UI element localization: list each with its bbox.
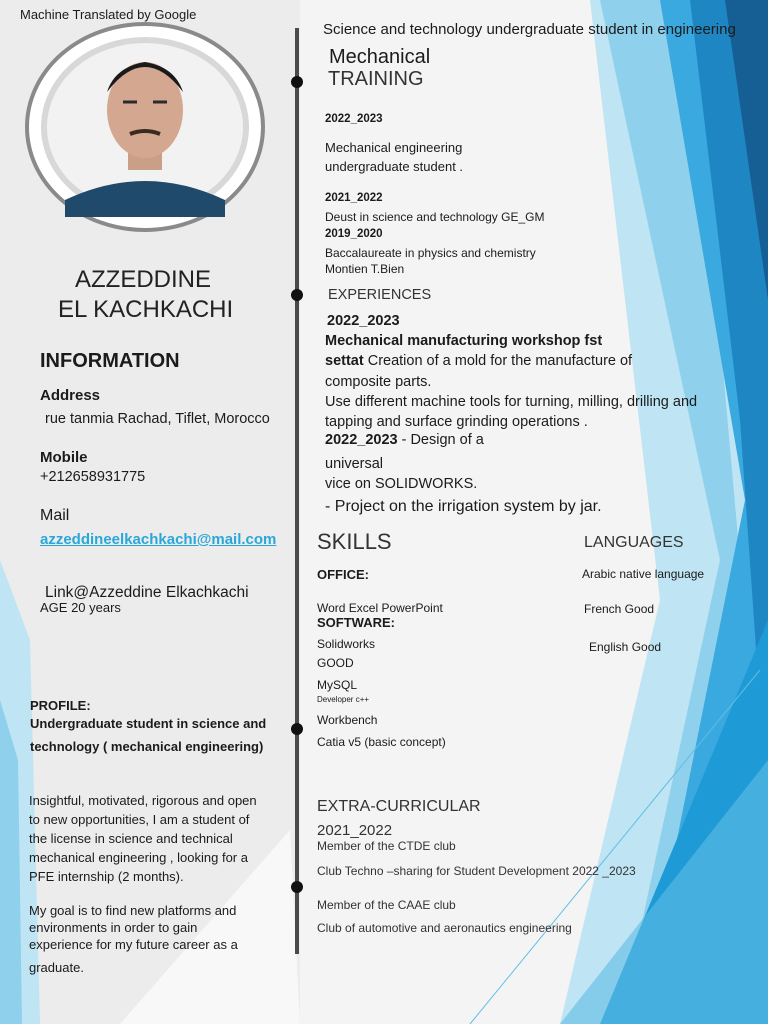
name-last: EL KACHKACHI [58,296,234,323]
skill-item: Workbench [317,713,378,727]
experience-bold: settat [325,353,364,369]
language-item: English Good [589,640,662,654]
profile-summary: technology ( mechanical engineering) [30,739,264,754]
training-detail: Deust in science and technology GE_GM [325,210,545,224]
extra-item: Club Techno –sharing for Student Development 2022 _2023 [317,864,636,878]
skill-item: MySQL [317,678,358,692]
experience-line: - Project on the irrigation system by jar. [325,498,602,515]
timeline-dot [291,289,303,301]
experience-year: 2022_2023 [327,313,400,329]
office-value: Word Excel PowerPoint [317,601,443,615]
paragraph-line: graduate. [29,960,84,975]
training-detail: Baccalaureate in physics and chemistry [325,246,536,260]
experience-line: tapping and surface grinding operations . [325,414,588,430]
paragraph-line: experience for my future career as a [29,937,238,952]
experience-line [325,353,632,369]
training-detail: Montien T.Bien [325,262,405,276]
extra-item: Club of automotive and aeronautics engineering [317,921,572,935]
paragraph-line: environments in order to gain [29,920,198,935]
age-text: AGE 20 years [40,600,121,615]
training-heading: Mechanical [329,46,431,68]
profile-paragraph [29,791,257,886]
skills-heading: SKILLS [317,529,392,554]
training-detail: undergraduate student . [325,159,464,174]
language-item: Arabic native language [582,567,705,581]
training-heading: TRAINING [328,68,424,90]
information-heading: INFORMATION [40,350,180,372]
office-label: OFFICE: [317,567,369,582]
languages-heading: LANGUAGES [584,534,684,551]
experience-text: - Design of a [397,432,484,448]
timeline-line [295,28,299,954]
extra-year: 2021_2022 [317,822,393,839]
extra-heading: EXTRA-CURRICULAR [317,798,481,815]
timeline-dot [291,881,303,893]
experiences-heading: EXPERIENCES [328,287,432,303]
mobile-value: +212658931775 [40,469,146,485]
mobile-label: Mobile [40,449,88,466]
profile-link[interactable]: Link@Azzeddine Elkachkachi [45,584,249,601]
experience-year: 2022_2023 [325,432,398,448]
experience-line [325,432,484,448]
software-label: SOFTWARE: [317,615,395,630]
skill-item: Catia v5 (basic concept) [317,735,446,749]
skill-item: Developer c++ [317,695,370,704]
name-first: AZZEDDINE [75,266,212,293]
experience-text: Creation of a mold for the manufacture of [363,353,633,369]
translation-banner: Machine Translated by Google [20,7,197,22]
training-detail: Mechanical engineering [325,140,463,155]
paragraph-line: Insightful, motivated, rigorous and open [29,793,257,808]
experience-line: Mechanical manufacturing workshop fst [325,333,603,349]
paragraph-line: PFE internship (2 months). [29,869,184,884]
extra-item: Member of the CAAE club [317,898,456,912]
language-item: French Good [584,602,655,616]
skill-item: Solidworks [317,637,376,651]
header-tagline: Science and technology undergraduate student in engineering [323,21,736,38]
timeline-dot [291,76,303,88]
timeline-dot [291,723,303,735]
training-year: 2019_2020 [325,228,383,240]
profile-summary: Undergraduate student in science and [30,716,267,731]
paragraph-line: the license in science and technical [29,831,233,846]
training-year: 2022_2023 [325,113,383,125]
paragraph-line: mechanical engineering , looking for a [29,850,248,865]
profile-photo [25,22,265,232]
email-link[interactable]: azzeddineelkachkachi@mail.com [40,531,277,548]
goal-paragraph [29,902,238,976]
experience-line: composite parts. [325,374,432,390]
paragraph-line: My goal is to find new platforms and [29,903,237,918]
experience-line: Use different machine tools for turning, milling, drilling and [325,394,698,410]
training-year: 2021_2022 [325,192,383,204]
address-value: rue tanmia Rachad, Tiflet, Morocco [45,411,270,427]
profile-label: PROFILE: [30,698,91,713]
skill-item: GOOD [317,656,354,670]
experience-line: universal [325,456,384,472]
address-label: Address [40,387,101,404]
experience-line: vice on SOLIDWORKS. [325,476,478,492]
mail-label: Mail [40,507,70,524]
extra-item: Member of the CTDE club [317,839,456,853]
paragraph-line: to new opportunities, I am a student of [29,812,250,827]
